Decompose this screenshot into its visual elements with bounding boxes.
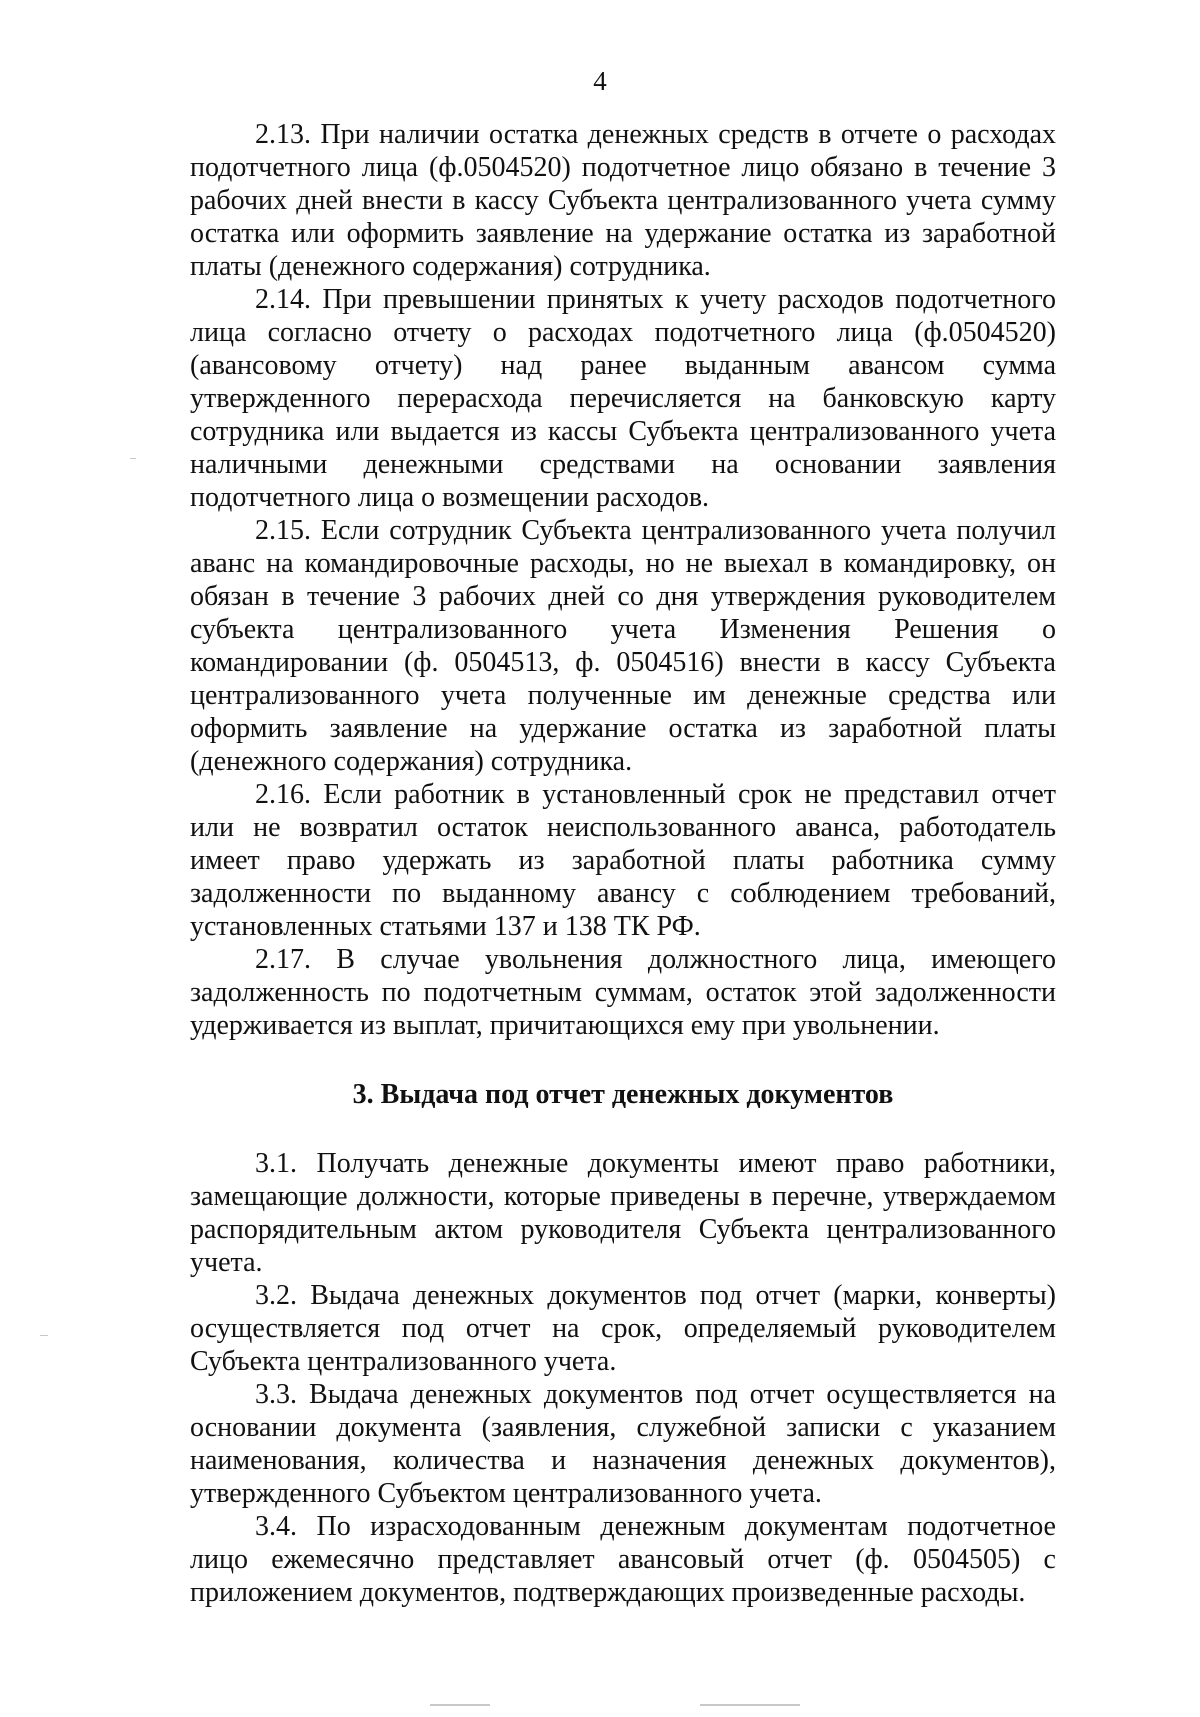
paragraph-2-14: 2.14. При превышении принятых к учету расходов подотчетного лица согласно отчету о расходах подотчетного лица (ф.0504520) (авансовому отчету) над ранее выданным авансом сумма утвержденного перерасхода перечисляется на банковскую карту сотрудника или выдается из кассы Субъекта централизованного учета наличными денежными средствами на основании заявления подотчетного лица о возмещении расходов. [190, 284, 1056, 513]
paragraph-2-16: 2.16. Если работник в установленный срок не представил отчет или не возвратил остаток неиспользованного аванса, работодатель имеет право удержать из заработной платы работника сумму задолженности по выданному авансу с соблюдением требований, установленных статьями 137 и 138 ТК РФ. [190, 779, 1056, 942]
paragraph-3-1: 3.1. Получать денежные документы имеют право работники, замещающие должности, которые приведены в перечне, утверждаемом распорядительным актом руководителя Субъекта централизованного учета. [190, 1148, 1056, 1278]
paragraph-2-17: 2.17. В случае увольнения должностного лица, имеющего задолженность по подотчетным суммам, остаток этой задолженности удерживается из выплат, причитающихся ему при увольнении. [190, 944, 1056, 1041]
page-number: 4 [593, 66, 607, 96]
paragraph-3-2: 3.2. Выдача денежных документов под отчет (марки, конверты) осуществляется под отчет на срок, определяемый руководителем Субъекта централизованного учета. [190, 1280, 1056, 1377]
scan-artifact-bottom-1 [430, 1704, 490, 1706]
scan-artifact-left-top [130, 458, 136, 459]
section-3-title: 3. Выдача под отчет денежных документов [352, 1079, 894, 1110]
paragraph-2-15: 2.15. Если сотрудник Субъекта централизованного учета получил аванс на командировочные расходы, но не выехал в командировку, он обязан в течение 3 рабочих дней со дня утверждения руководителем субъекта централизованного учета Изменения Решения о командировании (ф. 0504513, ф. 0504516) внести в кассу Субъекта централизованного учета полученные им денежные средства или оформить заявление на удержание остатка из заработной платы (денежного содержания) сотрудника. [190, 515, 1056, 777]
paragraph-2-13: 2.13. При наличии остатка денежных средств в отчете о расходах подотчетного лица (ф.0504520) подотчетное лицо обязано в течение 3 рабочих дней внести в кассу Субъекта централизованного учета сумму остатка или оформить заявление на удержание остатка из заработной платы (денежного содержания) сотрудника. [190, 119, 1056, 282]
scan-artifact-bottom-2 [700, 1704, 800, 1706]
paragraph-3-3: 3.3. Выдача денежных документов под отчет осуществляется на основании документа (заявления, служебной записки с указанием наименования, количества и назначения денежных документов), утвержденного Субъектом централизованного учета. [190, 1379, 1056, 1509]
scan-artifact-left-bottom [40, 1335, 48, 1336]
paragraph-3-4: 3.4. По израсходованным денежным документам подотчетное лицо ежемесячно представляет авансовый отчет (ф. 0504505) с приложением документов, подтверждающих произведенные расходы. [190, 1511, 1056, 1608]
document-body [190, 118, 1056, 1609]
